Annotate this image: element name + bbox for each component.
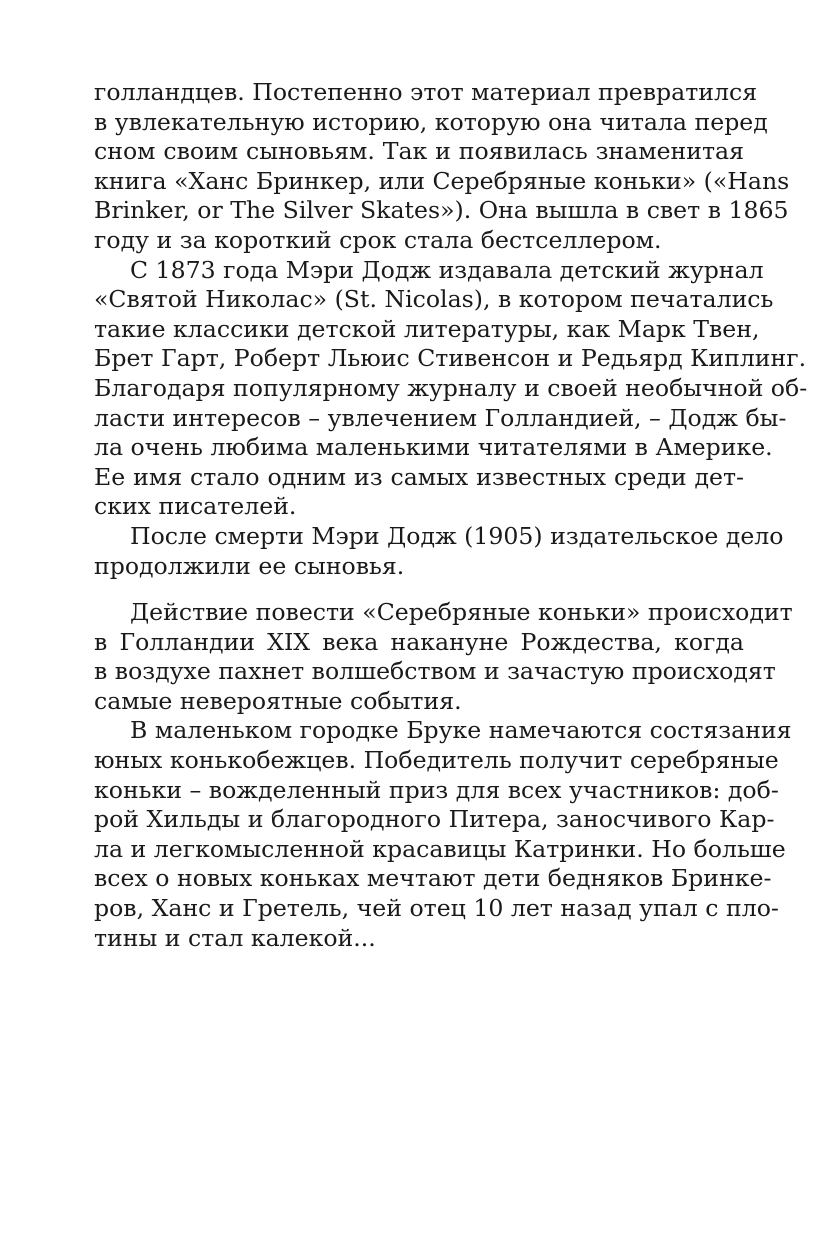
text-line: году и за короткий срок стала бестселлером.	[94, 225, 662, 254]
paragraph-2	[94, 255, 808, 522]
text-line: С 1873 года Мэри Додж издавала детский журнал	[130, 255, 764, 284]
text-line: в Голландии XIX века накануне Рождества, когда	[94, 627, 744, 656]
text-line: голландцев. Постепенно этот материал превратился	[94, 78, 758, 106]
text-line: в воздухе пахнет волшебством и зачастую происходят	[94, 657, 776, 686]
text-line: Brinker, or The Silver Skates»). Она вышла в свет в 1865	[94, 196, 789, 225]
text-line: книга «Ханс Бринкер, или Серебряные коньки» («Hans	[94, 166, 790, 195]
text-line: В маленьком городке Бруке намечаются состязания	[130, 716, 792, 745]
text-line: «Святой Николас» (St. Nicolas), в котором печатались	[94, 285, 774, 314]
paragraph-1	[94, 78, 790, 256]
text-line: Благодаря популярному журналу и своей необычной об-	[94, 373, 808, 402]
text-line: ров, Ханс и Гретель, чей отец 10 лет назад упал с пло-	[94, 894, 779, 923]
text-line: ских писателей.	[94, 492, 297, 521]
text-line: такие классики детской литературы, как Марк Твен,	[94, 314, 760, 343]
text-line: самые невероятные события.	[94, 686, 462, 715]
body-text	[94, 78, 808, 953]
text-line: ла и легкомысленной красавицы Катринки. Но больше	[94, 834, 786, 863]
text-line: сном своим сыновьям. Так и появилась знаменитая	[94, 137, 744, 166]
text-line: Брет Гарт, Роберт Льюис Стивенсон и Редьярд Киплинг.	[94, 344, 807, 373]
text-line: рой Хильды и благородного Питера, заносчивого Кар-	[94, 805, 775, 834]
text-line: продолжили ее сыновья.	[94, 551, 405, 580]
text-line: После смерти Мэри Додж (1905) издательское дело	[130, 521, 784, 550]
text-line: коньки – вожделенный приз для всех участников: доб-	[94, 775, 779, 804]
text-line: Ее имя стало одним из самых известных среди дет-	[94, 462, 744, 491]
text-line: Действие повести «Серебряные коньки» происходит	[130, 598, 793, 627]
paragraph-4	[94, 598, 793, 716]
text-line: в увлекательную историю, которую она читала перед	[94, 107, 768, 136]
text-line: ла очень любима маленькими читателями в Америке.	[94, 433, 773, 462]
paragraph-3	[94, 521, 784, 581]
text-line: юных конькобежцев. Победитель получит серебряные	[94, 746, 779, 775]
text-line: ласти интересов – увлечением Голландией, – Додж бы-	[94, 403, 787, 432]
paragraph-5	[94, 716, 792, 953]
text-line: всех о новых коньках мечтают дети бедняков Бринке-	[94, 864, 772, 893]
text-line: тины и стал калекой...	[94, 923, 376, 952]
